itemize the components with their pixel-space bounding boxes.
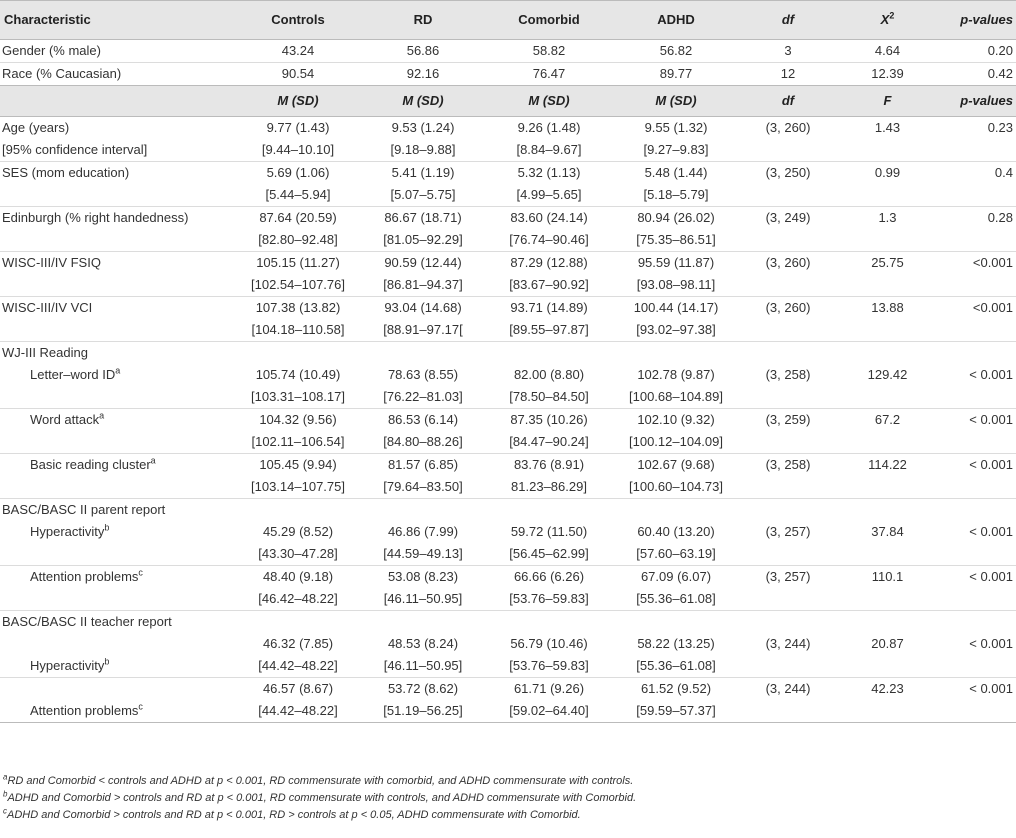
- cell-rd: [79.64–83.50]: [383, 479, 463, 494]
- cell-comorbid: 66.66 (6.26): [486, 566, 612, 589]
- cell-adhd: [57.60–63.19]: [636, 546, 716, 561]
- table-row-edinburgh: [0, 207, 1016, 230]
- cell-p-value: 0.4: [939, 162, 1016, 185]
- cell-rd: [88.91–97.17[: [383, 322, 463, 337]
- cell-comorbid: 56.79 (10.46): [510, 636, 588, 651]
- row-label: Letter–word $ID^a$: [30, 365, 121, 382]
- cell-df: (3, 250): [740, 162, 836, 185]
- table-row-fsiq: [0, 252, 1016, 275]
- cell-statistic: 12.39: [836, 63, 939, 86]
- cell-controls: [43.30–47.28]: [258, 546, 338, 561]
- cell-rd: 78.63 (8.55): [387, 367, 459, 382]
- cell-comorbid: 93.71 (14.89): [486, 297, 612, 320]
- cell-rd: 90.59 (12.44): [360, 252, 486, 275]
- subheader-rd: M (SD): [360, 86, 486, 117]
- table-row-gender: [0, 40, 1016, 63]
- cell-controls: [103.14–107.75]: [251, 479, 345, 494]
- footnote-c: $^c$ADHD and Comorbid > controls and RD at p < 0.001, RD > controls at p < 0.05, ADHD commensurate with Comorbid.: [3, 806, 581, 821]
- table-row-fsiq-ci: [0, 274, 1016, 297]
- row-label: WISC-III/IV FSIQ: [0, 252, 236, 275]
- table-row-race: [0, 63, 1016, 86]
- table-row-teacher-2: [0, 678, 1016, 701]
- header-comorbid: Comorbid: [486, 1, 612, 40]
- cell-df: 12: [740, 63, 836, 86]
- row-label: Age (years): [2, 120, 70, 135]
- table-row-ses: [0, 162, 1016, 185]
- cell-p-value: < 0.001: [969, 367, 1013, 382]
- cell-comorbid: [53.76–59.83]: [509, 591, 589, 606]
- cell-controls: [82.80–92.48]: [258, 232, 338, 247]
- cell-rd: [5.07–5.75]: [390, 187, 456, 202]
- cell-statistic: 13.88: [836, 297, 939, 320]
- table-row-attention-parent: [0, 566, 1016, 589]
- cell-rd: 48.53 (8.24): [387, 636, 459, 651]
- header-adhd: ADHD: [612, 1, 740, 40]
- cell-comorbid: 87.35 (10.26): [486, 409, 612, 432]
- cell-rd: 86.67 (18.71): [360, 207, 486, 230]
- cell-controls: 90.54: [236, 63, 360, 86]
- table-footnotes: [3, 773, 1013, 824]
- header-controls: Controls: [236, 1, 360, 40]
- cell-comorbid: 61.71 (9.26): [486, 678, 612, 701]
- table-row-vci: [0, 297, 1016, 320]
- cell-adhd: [100.12–104.09]: [629, 434, 723, 449]
- cell-rd: [51.19–56.25]: [360, 700, 486, 723]
- cell-comorbid: 83.76 (8.91): [486, 454, 612, 477]
- cell-adhd: [93.08–98.11]: [636, 277, 716, 292]
- cell-statistic: 110.1: [836, 566, 939, 589]
- cell-rd: 9.53 (1.24): [391, 120, 455, 135]
- header-df: df: [740, 1, 836, 40]
- cell-adhd: 56.82: [659, 43, 693, 58]
- table-row-age: [0, 117, 1016, 140]
- cell-controls: 105.15 (11.27): [236, 252, 360, 275]
- cell-comorbid: [84.47–90.24]: [509, 434, 589, 449]
- cell-p-value: < 0.001: [939, 454, 1016, 477]
- cell-adhd: 5.48 (1.44): [612, 162, 740, 185]
- row-label: SES (mom education): [0, 162, 236, 185]
- cell-p-value: < 0.001: [939, 409, 1016, 432]
- table-row-attention-teacher: [0, 700, 1016, 723]
- cell-adhd: 80.94 (26.02): [612, 207, 740, 230]
- cell-adhd: [93.02–97.38]: [636, 322, 716, 337]
- cell-controls: 105.45 (9.94): [236, 454, 360, 477]
- cell-df: (3, 249): [740, 207, 836, 230]
- cell-p-value: < 0.001: [939, 678, 1016, 701]
- cell-comorbid: [59.02–64.40]: [486, 700, 612, 723]
- subheader-f: F: [836, 86, 939, 117]
- cell-p-value: 0.28: [939, 207, 1016, 230]
- cell-comorbid: 81.23–86.29]: [511, 479, 587, 494]
- header-rd: RD: [360, 1, 486, 40]
- cell-comorbid: 87.29 (12.88): [486, 252, 612, 275]
- cell-controls: [104.18–110.58]: [251, 322, 345, 337]
- table-header-row: [0, 1, 1016, 40]
- cell-comorbid: 9.26 (1.48): [517, 120, 581, 135]
- subheader-adhd: M (SD): [612, 86, 740, 117]
- table-row-word-attack-ci: [0, 431, 1016, 454]
- cell-rd: [86.81–94.37]: [383, 277, 463, 292]
- cell-p-value: 0.23: [987, 120, 1013, 135]
- cell-adhd: [100.60–104.73]: [629, 479, 723, 494]
- row-label: Word attack$^a$: [0, 409, 236, 432]
- cell-controls: [44.42–48.22]: [236, 700, 360, 723]
- cell-comorbid: 82.00 (8.80): [513, 367, 585, 382]
- cell-rd: [46.11–50.95]: [383, 658, 463, 673]
- cell-adhd: [9.27–9.83]: [643, 142, 709, 157]
- table-row-basic-reading-ci: [0, 476, 1016, 499]
- cell-rd: [44.59–49.13]: [383, 546, 463, 561]
- cell-rd: 56.86: [406, 43, 440, 58]
- cell-adhd: 95.59 (11.87): [612, 252, 740, 275]
- cell-adhd: [55.36–61.08]: [636, 591, 716, 606]
- table-row-word-attack: [0, 409, 1016, 432]
- cell-adhd: 60.40 (13.20): [637, 524, 715, 539]
- table-row-section-wj: [0, 342, 1016, 365]
- header-p-values: p-values: [939, 1, 1016, 40]
- row-label: Race (% Caucasian): [0, 63, 236, 86]
- table-subheader-row: [0, 86, 1016, 117]
- cell-statistic: 1.3: [836, 207, 939, 230]
- cell-statistic: 1.43: [874, 120, 901, 135]
- cell-statistic: 25.75: [836, 252, 939, 275]
- cell-df: (3, 257): [740, 566, 836, 589]
- table-row-letter-word-ci: [0, 386, 1016, 409]
- table-row-section-basc-teacher: [0, 611, 1016, 634]
- cell-df: (3, 244): [765, 636, 811, 651]
- row-label: [95% confidence interval]: [2, 142, 148, 157]
- table-row-hyperactivity-parent-ci: [0, 543, 1016, 566]
- cell-p-value: < 0.001: [939, 566, 1016, 589]
- cell-rd: [9.18–9.88]: [390, 142, 456, 157]
- row-label: Attention problems$^c$: [0, 566, 236, 589]
- cell-adhd: 102.67 (9.68): [612, 454, 740, 477]
- cell-comorbid: [8.84–9.67]: [516, 142, 582, 157]
- row-label: Gender (% male): [2, 43, 101, 58]
- cell-controls: 104.32 (9.56): [236, 409, 360, 432]
- cell-rd: 92.16: [360, 63, 486, 86]
- row-label: Attention problems$^c$: [0, 700, 236, 723]
- cell-controls: 46.32 (7.85): [262, 636, 334, 651]
- row-label: WISC-III/IV VCI: [0, 297, 236, 320]
- table-row-teacher-1: [0, 633, 1016, 655]
- footnote-b: $^b$ADHD and Comorbid > controls and RD at p < 0.001, RD commensurate with controls, and ADHD commensurate with Comorbid.: [3, 789, 637, 804]
- cell-controls: [46.42–48.22]: [258, 591, 338, 606]
- header-chi-square: $X^2$: [836, 1, 939, 40]
- cell-adhd: 100.44 (14.17): [612, 297, 740, 320]
- cell-df: 3: [784, 43, 792, 58]
- cell-rd: 5.41 (1.19): [360, 162, 486, 185]
- cell-p-value: < 0.001: [969, 524, 1013, 539]
- cell-df: (3, 260): [765, 120, 811, 135]
- subheader-df: df: [740, 86, 836, 117]
- section-label: WJ-III Reading: [0, 342, 1016, 365]
- cell-controls: 9.77 (1.43): [266, 120, 330, 135]
- cell-rd: [76.22–81.03]: [383, 389, 463, 404]
- subheader-comorbid: M (SD): [486, 86, 612, 117]
- cell-rd: [81.05–92.29]: [383, 232, 463, 247]
- cell-adhd: 58.22 (13.25): [637, 636, 715, 651]
- cell-adhd: 61.52 (9.52): [612, 678, 740, 701]
- cell-adhd: [100.68–104.89]: [629, 389, 723, 404]
- cell-adhd: 89.77: [612, 63, 740, 86]
- cell-statistic: 37.84: [871, 524, 904, 539]
- cell-statistic: 20.87: [871, 636, 904, 651]
- cell-statistic: 67.2: [836, 409, 939, 432]
- section-label: BASC/BASC II teacher report: [0, 611, 1016, 634]
- cell-adhd: 67.09 (6.07): [612, 566, 740, 589]
- footnote-a: $^a$RD and Comorbid < controls and ADHD at p < 0.001, RD commensurate with comorbid, and ADHD commensurate with controls.: [3, 772, 634, 787]
- cell-statistic: 129.42: [867, 367, 908, 382]
- cell-statistic: 0.99: [836, 162, 939, 185]
- cell-controls: 87.64 (20.59): [236, 207, 360, 230]
- cell-controls: 45.29 (8.52): [262, 524, 334, 539]
- cell-df: (3, 260): [740, 297, 836, 320]
- cell-comorbid: [89.55–97.87]: [509, 322, 589, 337]
- cell-adhd: 102.78 (9.87): [637, 367, 715, 382]
- row-label: Hyperactivity$^b$: [30, 656, 110, 673]
- cell-df: (3, 260): [740, 252, 836, 275]
- table-row-hyperactivity-parent: [0, 521, 1016, 543]
- cell-rd: [84.80–88.26]: [383, 434, 463, 449]
- cell-controls: 107.38 (13.82): [236, 297, 360, 320]
- cell-controls: 46.57 (8.67): [236, 678, 360, 701]
- cell-controls: [103.31–108.17]: [251, 389, 345, 404]
- row-label: Hyperactivity$^b$: [30, 522, 110, 539]
- cell-comorbid: 5.32 (1.13): [486, 162, 612, 185]
- cell-comorbid: 59.72 (11.50): [510, 524, 588, 539]
- cell-controls: 5.69 (1.06): [236, 162, 360, 185]
- table-row-ses-ci: [0, 184, 1016, 207]
- cell-controls: 43.24: [281, 43, 315, 58]
- row-label: Basic reading cluster$^a$: [0, 454, 236, 477]
- table-row-edinburgh-ci: [0, 229, 1016, 252]
- cell-adhd: [55.36–61.08]: [636, 658, 716, 673]
- cell-adhd: 102.10 (9.32): [612, 409, 740, 432]
- cell-comorbid: [83.67–90.92]: [509, 277, 589, 292]
- section-label: BASC/BASC II parent report: [0, 499, 1016, 522]
- cell-adhd: [75.35–86.51]: [636, 232, 716, 247]
- cell-comorbid: [4.99–5.65]: [516, 187, 582, 202]
- subheader-controls: M (SD): [236, 86, 360, 117]
- cell-rd: 86.53 (6.14): [360, 409, 486, 432]
- cell-rd: 53.08 (8.23): [360, 566, 486, 589]
- cell-statistic: 114.22: [836, 454, 939, 477]
- cell-adhd: 9.55 (1.32): [644, 120, 708, 135]
- table-row-section-basc-parent: [0, 499, 1016, 522]
- table-row-hyperactivity-teacher: [0, 655, 1016, 678]
- cell-comorbid: [53.76–59.83]: [509, 658, 589, 673]
- cell-p-value: < 0.001: [969, 636, 1013, 651]
- table-row-vci-ci: [0, 319, 1016, 342]
- cell-statistic: 42.23: [836, 678, 939, 701]
- cell-comorbid: [56.45–62.99]: [509, 546, 589, 561]
- cell-comorbid: 76.47: [486, 63, 612, 86]
- cell-p-value: <0.001: [939, 297, 1016, 320]
- cell-comorbid: 58.82: [532, 43, 566, 58]
- cell-controls: [5.44–5.94]: [265, 187, 331, 202]
- cell-rd: 53.72 (8.62): [360, 678, 486, 701]
- cell-df: (3, 258): [740, 454, 836, 477]
- cell-controls: [9.44–10.10]: [261, 142, 335, 157]
- cell-rd: 81.57 (6.85): [360, 454, 486, 477]
- subheader-p-values: p-values: [939, 86, 1016, 117]
- cell-controls: 48.40 (9.18): [236, 566, 360, 589]
- cell-rd: 46.86 (7.99): [387, 524, 459, 539]
- cell-controls: [44.42–48.22]: [258, 658, 338, 673]
- cell-controls: [102.11–106.54]: [251, 434, 345, 449]
- cell-p-value: 0.20: [987, 43, 1013, 58]
- cell-df: (3, 244): [740, 678, 836, 701]
- cell-comorbid: [78.50–84.50]: [509, 389, 589, 404]
- table-row-letter-word: [0, 364, 1016, 386]
- cell-adhd: [5.18–5.79]: [643, 187, 709, 202]
- cell-df: (3, 258): [765, 367, 811, 382]
- cell-controls: 105.74 (10.49): [255, 367, 341, 382]
- cell-p-value: 0.42: [939, 63, 1016, 86]
- table-row-age-ci: [0, 139, 1016, 162]
- row-label: Edinburgh (% right handedness): [0, 207, 236, 230]
- subheader-blank: [0, 86, 236, 117]
- cell-comorbid: 83.60 (24.14): [486, 207, 612, 230]
- cell-rd: [46.11–50.95]: [383, 591, 463, 606]
- table-row-attention-parent-ci: [0, 588, 1016, 611]
- cell-comorbid: [76.74–90.46]: [509, 232, 589, 247]
- table-row-basic-reading: [0, 454, 1016, 477]
- cell-p-value: <0.001: [939, 252, 1016, 275]
- cell-rd: 93.04 (14.68): [360, 297, 486, 320]
- cell-statistic: 4.64: [874, 43, 901, 58]
- cell-df: (3, 259): [740, 409, 836, 432]
- header-characteristic: Characteristic: [0, 1, 236, 40]
- cell-adhd: [59.59–57.37]: [612, 700, 740, 723]
- cell-controls: [102.54–107.76]: [251, 277, 345, 292]
- cell-df: (3, 257): [765, 524, 811, 539]
